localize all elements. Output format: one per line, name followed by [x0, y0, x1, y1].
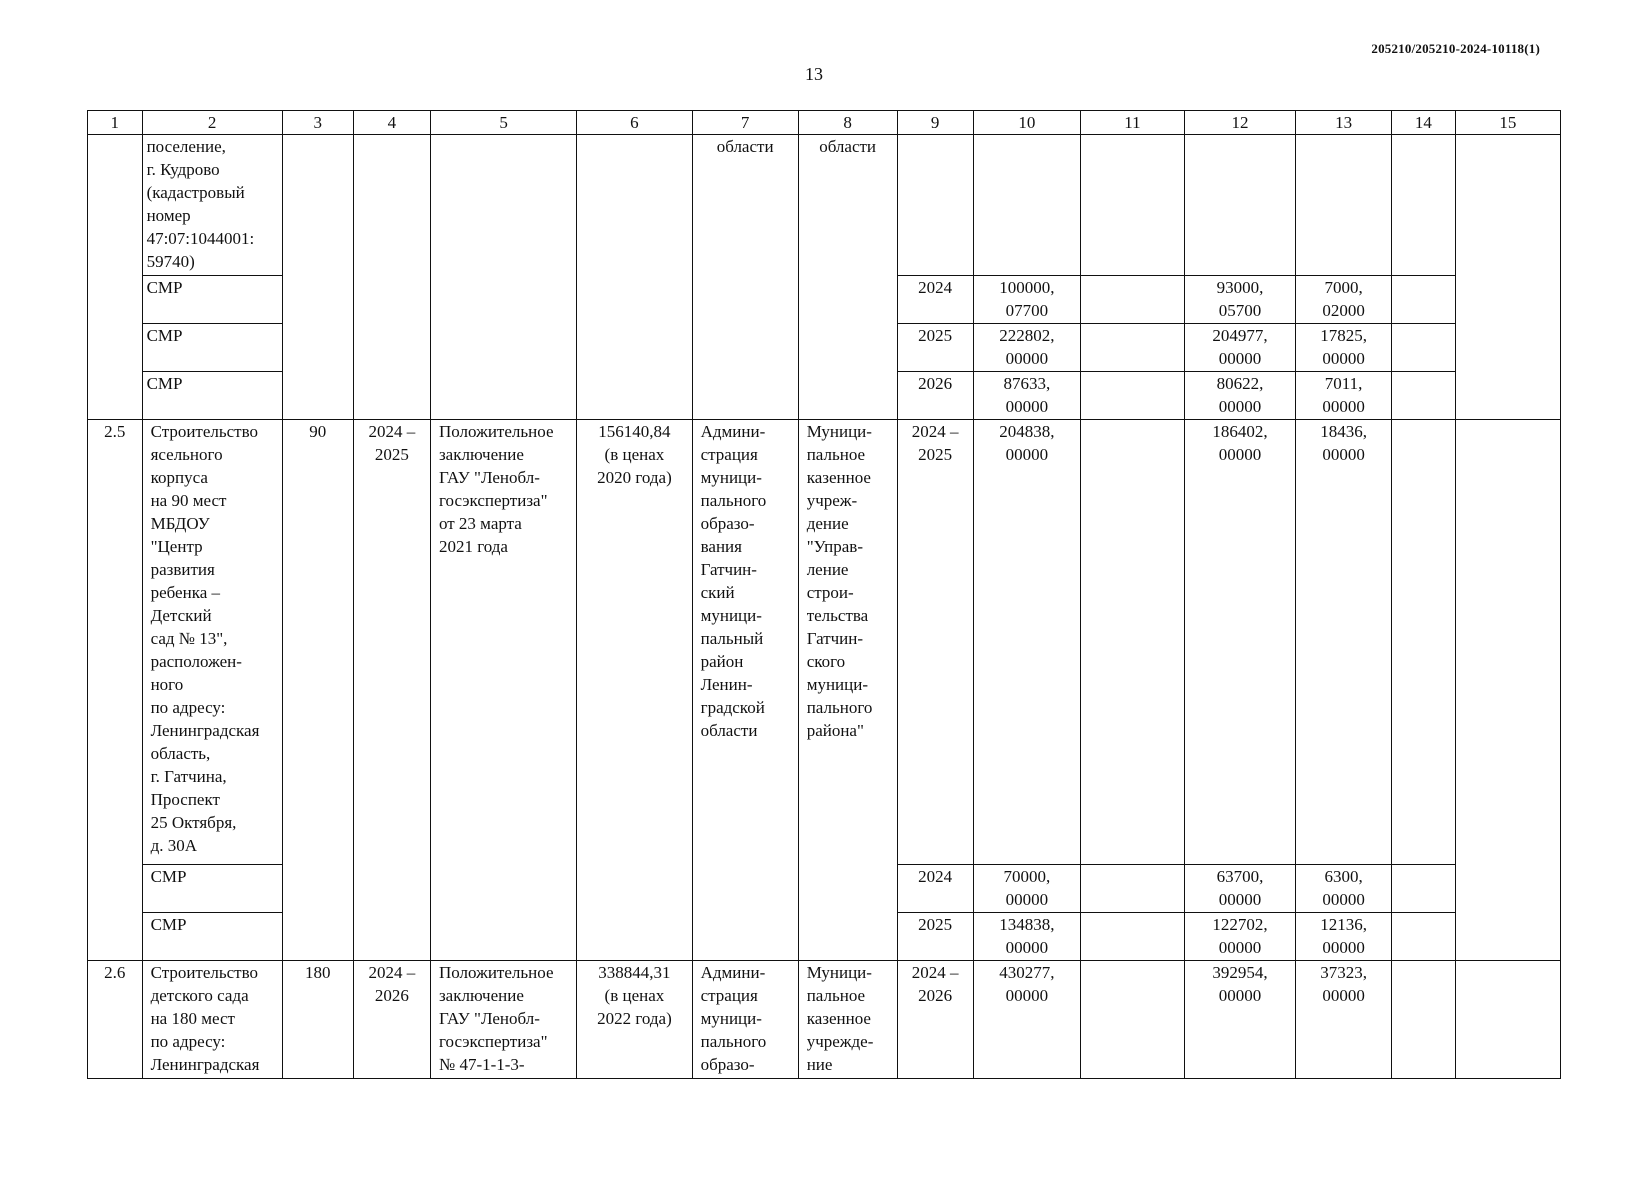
- cell: [1391, 135, 1455, 276]
- col-header: 4: [353, 111, 430, 135]
- cell-capacity: 180: [282, 961, 353, 1079]
- cell: [1080, 420, 1184, 865]
- cell-estimated-cost: 156140,84 (в ценах 2020 года): [577, 420, 692, 961]
- cell: [1391, 913, 1455, 961]
- cell-object-name: Строительство детского сада на 180 мест по адресу: Ленинградская: [142, 961, 282, 1079]
- cell: [1391, 961, 1455, 1079]
- cell-local: 6300, 00000: [1296, 865, 1392, 913]
- cell-expertise: Положительное заключение ГАУ "Ленобл- госэкспертиза" от 23 марта 2021 года: [430, 420, 576, 961]
- cell-total: 430277, 00000: [973, 961, 1080, 1079]
- cell-regional: 122702, 00000: [1184, 913, 1295, 961]
- cell-smr: СМР: [142, 276, 282, 324]
- cell-period: 2024 – 2025: [353, 420, 430, 961]
- cell-smr: СМР: [142, 324, 282, 372]
- cell: [1184, 135, 1295, 276]
- cell: [1080, 913, 1184, 961]
- cell-year: 2024: [897, 865, 973, 913]
- col-header: 10: [973, 111, 1080, 135]
- cell-local: 18436, 00000: [1296, 420, 1392, 865]
- cell-local: 37323, 00000: [1296, 961, 1392, 1079]
- page-number: 13: [805, 64, 823, 84]
- cell-year: 2026: [897, 372, 973, 420]
- cell-total: 70000, 00000: [973, 865, 1080, 913]
- col-header: 6: [577, 111, 692, 135]
- cell: [1455, 420, 1560, 961]
- cell-capacity: 90: [282, 420, 353, 961]
- cell: [282, 135, 353, 420]
- cell: [1391, 865, 1455, 913]
- col-header: 12: [1184, 111, 1295, 135]
- col-header: 3: [282, 111, 353, 135]
- col-header: 7: [692, 111, 798, 135]
- col-header: 15: [1455, 111, 1560, 135]
- cell: [973, 135, 1080, 276]
- cell-object-name: Строительство ясельного корпуса на 90 мест МБДОУ "Центр развития ребенка – Детский сад № 13", расположен- ного по адресу: Ленинградская область, г. Гатчина, Проспект 25 Октября, д. 30А: [142, 420, 282, 865]
- cell-developer: Муници- пальное казенное учреж- дение "Управ- ление строи- тельства Гатчин- ского муници- пального района": [798, 420, 897, 961]
- cell: [1080, 135, 1184, 276]
- cell-smr: СМР: [142, 865, 282, 913]
- cell: [1080, 276, 1184, 324]
- col-header: 2: [142, 111, 282, 135]
- cell-total: 204838, 00000: [973, 420, 1080, 865]
- cell: [88, 135, 143, 420]
- cell: [430, 135, 576, 420]
- cell-expertise: Положительное заключение ГАУ "Ленобл- госэкспертиза" № 47-1-1-3-: [430, 961, 576, 1079]
- cell: [1080, 372, 1184, 420]
- cell-year: 2024 – 2025: [897, 420, 973, 865]
- cell: [1080, 961, 1184, 1079]
- cell-customer: Админи- страция муници- пального образо-: [692, 961, 798, 1079]
- cell: [1391, 276, 1455, 324]
- cell-customer: области: [692, 135, 798, 420]
- cell-customer: Админи- страция муници- пального образо- вания Гатчин- ский муници- пальный район Ленин- градской области: [692, 420, 798, 961]
- cell-period: 2024 – 2026: [353, 961, 430, 1079]
- cell-regional: 204977, 00000: [1184, 324, 1295, 372]
- cell-local: 7011, 00000: [1296, 372, 1392, 420]
- cell: [1080, 865, 1184, 913]
- column-number-row: [88, 111, 1561, 135]
- col-header: 5: [430, 111, 576, 135]
- cell-year: 2024 – 2026: [897, 961, 973, 1079]
- cell: [1080, 324, 1184, 372]
- cell-total: 222802, 00000: [973, 324, 1080, 372]
- cell-year: 2024: [897, 276, 973, 324]
- col-header: 1: [88, 111, 143, 135]
- cell: [1391, 372, 1455, 420]
- cell-smr: СМР: [142, 913, 282, 961]
- object-table: [87, 110, 1561, 1079]
- document-id: 205210/205210-2024-10118(1): [1371, 41, 1540, 56]
- col-header: 13: [1296, 111, 1392, 135]
- cell: [577, 135, 692, 420]
- cell-item-number: 2.5: [88, 420, 143, 961]
- cell-local: 7000, 02000: [1296, 276, 1392, 324]
- table-row: [88, 135, 1561, 276]
- cell: [1391, 420, 1455, 865]
- col-header: 14: [1391, 111, 1455, 135]
- cell-object-name: поселение, г. Кудрово (кадастровый номер 47:07:1044001: 59740): [142, 135, 282, 276]
- cell-year: 2025: [897, 324, 973, 372]
- cell-local: 12136, 00000: [1296, 913, 1392, 961]
- cell-total: 100000, 07700: [973, 276, 1080, 324]
- col-header: 11: [1080, 111, 1184, 135]
- cell-regional: 93000, 05700: [1184, 276, 1295, 324]
- cell-regional: 63700, 00000: [1184, 865, 1295, 913]
- cell: [353, 135, 430, 420]
- cell: [897, 135, 973, 276]
- cell-regional: 186402, 00000: [1184, 420, 1295, 865]
- col-header: 9: [897, 111, 973, 135]
- cell: [1455, 135, 1560, 420]
- cell: [1296, 135, 1392, 276]
- cell-developer: Муници- пальное казенное учрежде- ние: [798, 961, 897, 1079]
- cell-developer: области: [798, 135, 897, 420]
- table-row-2-6: [88, 961, 1561, 1079]
- cell-estimated-cost: 338844,31 (в ценах 2022 года): [577, 961, 692, 1079]
- cell-total: 134838, 00000: [973, 913, 1080, 961]
- cell-local: 17825, 00000: [1296, 324, 1392, 372]
- cell-item-number: 2.6: [88, 961, 143, 1079]
- cell-regional: 392954, 00000: [1184, 961, 1295, 1079]
- cell-regional: 80622, 00000: [1184, 372, 1295, 420]
- cell-year: 2025: [897, 913, 973, 961]
- table-row-2-5: [88, 420, 1561, 865]
- col-header: 8: [798, 111, 897, 135]
- cell-total: 87633, 00000: [973, 372, 1080, 420]
- cell: [1455, 961, 1560, 1079]
- cell: [1391, 324, 1455, 372]
- cell-smr: СМР: [142, 372, 282, 420]
